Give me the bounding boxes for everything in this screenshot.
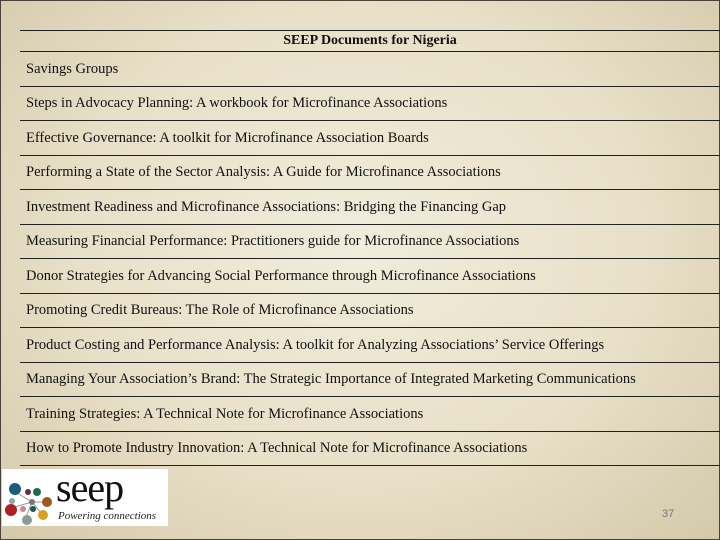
page-number: 37 [662, 508, 675, 520]
table-body [20, 52, 720, 466]
table-row: Investment Readiness and Microfinance Associations: Bridging the Financing Gap [20, 190, 720, 225]
table-row: Performing a State of the Sector Analysis: A Guide for Microfinance Associations [20, 156, 720, 191]
table-row: Savings Groups [20, 52, 720, 87]
logo-tagline: Powering connections [58, 510, 157, 522]
table-row: Donor Strategies for Advancing Social Performance through Microfinance Associations [20, 259, 720, 294]
table-row: How to Promote Industry Innovation: A Technical Note for Microfinance Associations [20, 432, 720, 467]
table-title: SEEP Documents for Nigeria [20, 31, 720, 52]
documents-table [20, 30, 720, 466]
table-row: Managing Your Association’s Brand: The Strategic Importance of Integrated Marketing Communications [20, 363, 720, 398]
table-row: Measuring Financial Performance: Practitioners guide for Microfinance Associations [20, 225, 720, 260]
table-row: Steps in Advocacy Planning: A workbook for Microfinance Associations [20, 87, 720, 122]
table-row: Promoting Credit Bureaus: The Role of Microfinance Associations [20, 294, 720, 329]
table-row: Effective Governance: A toolkit for Microfinance Association Boards [20, 121, 720, 156]
seep-logo [2, 469, 168, 526]
logo-wordmark: seep [56, 469, 124, 510]
table-row: Product Costing and Performance Analysis: A toolkit for Analyzing Associations’ Service Offerings [20, 328, 720, 363]
network-dots-icon [2, 469, 56, 526]
table-row: Training Strategies: A Technical Note for Microfinance Associations [20, 397, 720, 432]
